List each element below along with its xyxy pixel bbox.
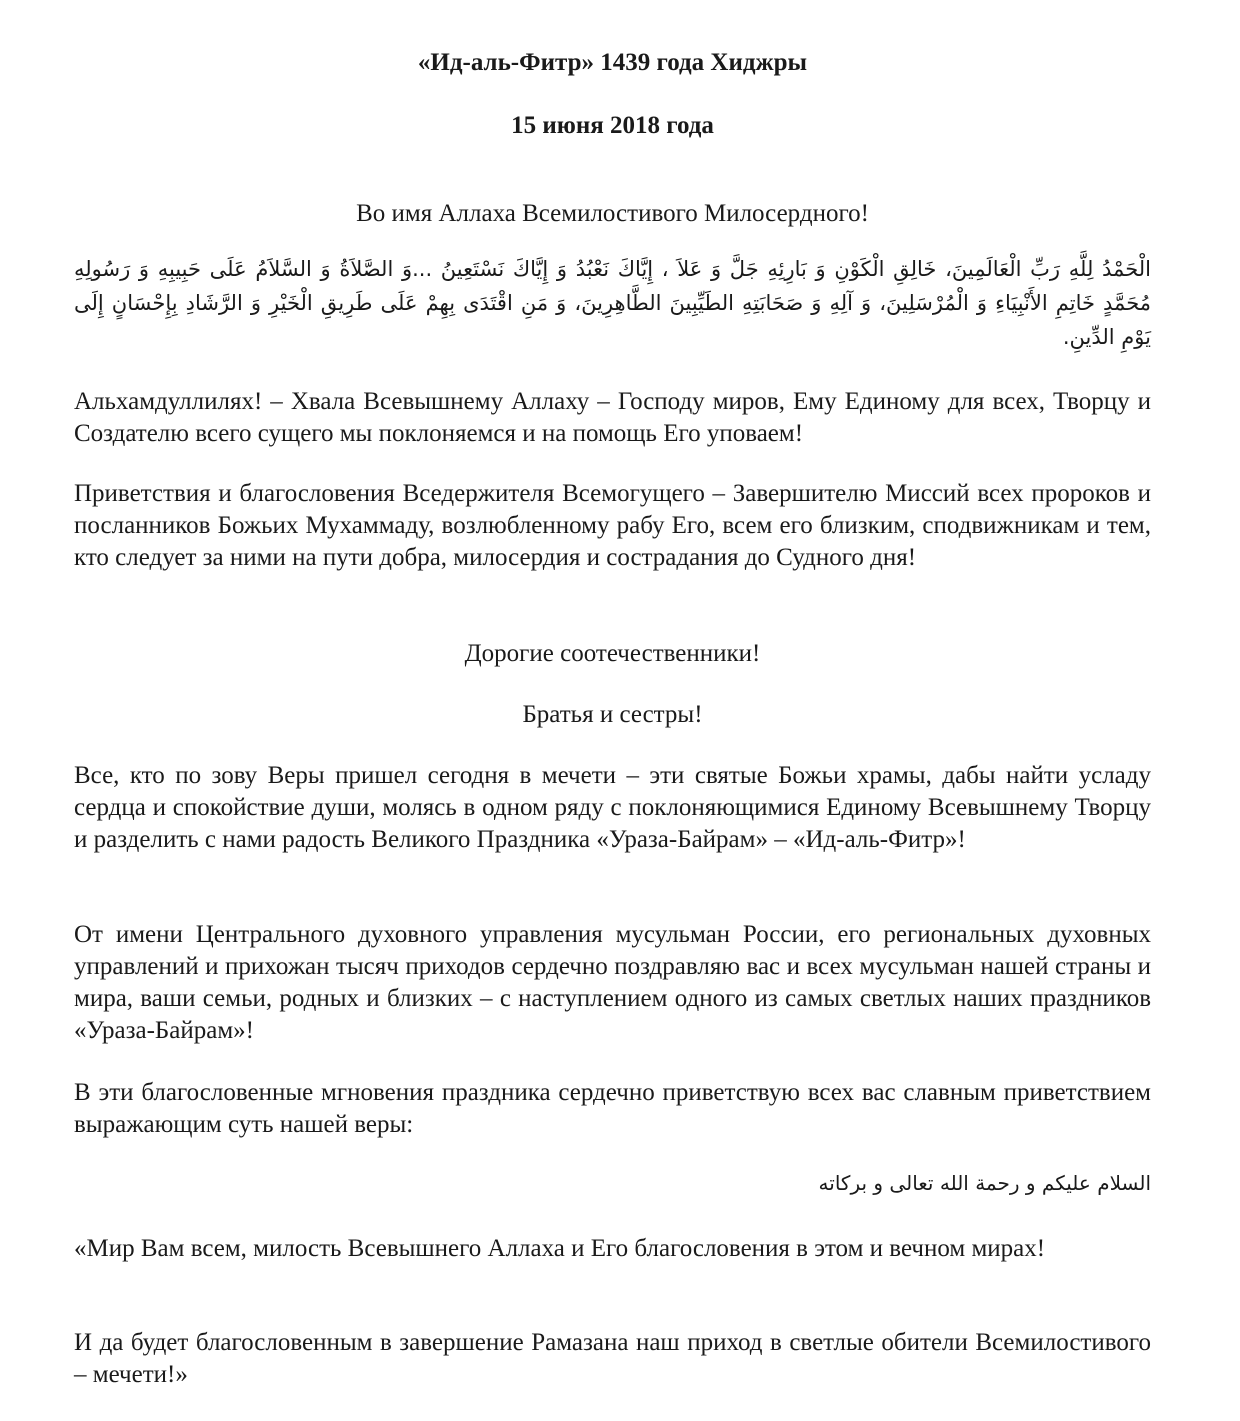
paragraph-congratulations: От имени Центрального духовного управления мусульман России, его региональных духовных управлений и прихожан тысяч приходов сердечно поздравляю вас и всех мусульман нашей страны и мира, ваши семьи, родных и близких – с наступлением одного из самых светлых наших праздников «Ураза-Байрам»! <box>74 921 1151 1044</box>
paragraph-greeting-intro: В эти благословенные мгновения праздника сердечно приветствую всех вас славным приветствием выражающим суть нашей веры: <box>74 1079 1151 1138</box>
paragraph-ramadan: И да будет благословенным в завершение Рамазана наш приход в светлые обители Всемилостивого – мечети!» <box>74 1329 1151 1388</box>
paragraph-peace: «Мир Вам всем, милость Всевышнего Аллаха и Его благословения в этом и вечном мирах! <box>74 1235 1046 1262</box>
document-title: «Ид-аль-Фитр» 1439 года Хиджры <box>417 49 808 76</box>
greeting-compatriots: Дорогие соотечественники! <box>464 640 761 667</box>
paragraph-praise: Альхамдуллилях! – Хвала Всевышнему Аллаху – Господу миров, Ему Единому для всех, Творцу и Создателю всего сущего мы поклоняемся и на помощь Его уповаем! <box>74 388 1151 447</box>
arabic-greeting: السلام عليكم و رحمة الله تعالى و بركاته <box>818 1171 1151 1195</box>
arabic-opening: الْحَمْدُ لِلَّهِ رَبِّ الْعَالَمِينَ، خَالِقِ الْكَوْنِ وَ بَارِئِهِ جَلَّ وَ عَلاَ ، إِيَّاكَ نَعْبُدُ وَ إِيَّاكَ نَسْتَعِينُ ...وَ الصَّلاَةُ وَ السَّلاَمُ عَلَى حَبِيبِهِ وَ رَسُولِهِ مُحَمَّدٍ خَاتِمِ الأَنْبِيَاءِ وَ الْمُرْسَلِينَ، وَ آلِهِ وَ صَحَابَتِهِ الطَيِّبِينَ الطَّاهِرِينَ، وَ مَنِ اقْتَدَى بِهِمْ عَلَى طَرِيقِ الْخَيْرِ وَ الرَّشَادِ بِإِحْسَانٍ إِلَى يَوْمِ الدِّينِ. <box>74 257 1151 349</box>
paragraph-mosque: Все, кто по зову Веры пришел сегодня в мечети – эти святые Божьи храмы, дабы найти усладу сердца и спокойствие души, молясь в одном ряду с поклоняющимися Единому Всевышнему Творцу и разделить с нами радость Великого Праздника «Ураза-Байрам» – «Ид-аль-Фитр»! <box>74 762 1151 853</box>
greeting-brothers-sisters: Братья и сестры! <box>522 701 703 728</box>
basmala-line: Во имя Аллаха Всемилостивого Милосердного! <box>356 200 869 227</box>
paragraph-blessings: Приветствия и благословения Вседержителя Всемогущего – Завершителю Миссий всех пророков и посланников Божьих Мухаммаду, возлюбленному рабу Его, всем его близким, сподвижникам и тем, кто следует за ними на пути добра, милосердия и сострадания до Судного дня! <box>74 480 1151 571</box>
document-date: 15 июня 2018 года <box>511 112 714 139</box>
